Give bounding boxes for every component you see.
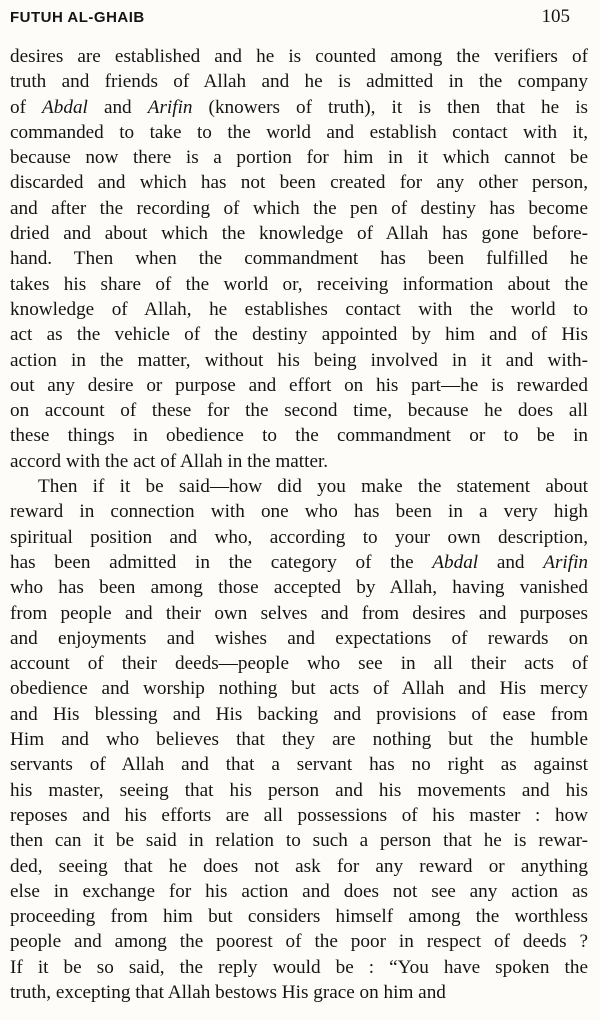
text-line: then can it be said in relation to such a person that he is rewar- <box>10 830 588 852</box>
text-line: because now there is a portion for him in it which cannot be <box>10 147 588 169</box>
text-line: his master, seeing that his person and his movements and his <box>10 779 588 801</box>
text-line: on account of these for the second time, because he does all <box>10 400 588 422</box>
text-line: truth and friends of Allah and he is admitted in the company <box>10 71 588 93</box>
text-line: obedience and worship nothing but acts of Allah and His mercy <box>10 678 588 700</box>
text-line: knowledge of Allah, he establishes contact with the world to <box>10 298 588 320</box>
text-line: commanded to take to the world and establish contact with it, <box>10 121 588 143</box>
italic-term: Arifin <box>147 96 193 118</box>
page-number: 105 <box>541 6 570 27</box>
paragraph <box>10 474 588 1005</box>
text-line: from people and their own selves and from desires and purposes <box>10 602 588 624</box>
text-line: proceeding from him but considers himself among the worthless <box>10 906 588 928</box>
text-line: out any desire or purpose and effort on his part—he is rewarded <box>10 374 588 396</box>
running-head <box>10 6 588 44</box>
text-line: else in exchange for his action and does not see any action as <box>10 880 588 902</box>
text-line: who has been among those accepted by Allah, having vanished <box>10 577 588 599</box>
book-title: FUTUH AL-GHAIB <box>10 9 145 26</box>
text-line: accord with the act of Allah in the matter. <box>10 450 329 472</box>
text-line: and His blessing and His backing and provisions of ease from <box>10 703 588 725</box>
text-line: takes his share of the world or, receiving information about the <box>10 273 588 295</box>
text-line: reward in connection with one who has been in a very high <box>10 501 588 523</box>
italic-term: Abdal <box>432 551 479 573</box>
text-line: ded, seeing that he does not ask for any reward or anything <box>10 855 588 877</box>
italic-term: Arifin <box>543 551 588 573</box>
text-line: act as the vehicle of the destiny appointed by him and of His <box>10 324 588 346</box>
text-line: dried and about which the knowledge of Allah has gone before- <box>10 223 588 245</box>
text-line: spiritual position and who, according to your own description, <box>10 526 588 548</box>
text-line: servants of Allah and that a servant has no right as against <box>10 754 588 776</box>
text-line: If it be so said, the reply would be : “You have spoken the <box>10 956 588 978</box>
text-line: account of their deeds—people who see in all their acts of <box>10 653 588 675</box>
paragraph <box>10 44 588 474</box>
text-line: Then if it be said—how did you make the statement about <box>38 476 588 498</box>
text-line: these things in obedience to the commandment or to be in <box>10 425 588 447</box>
text-line: Him and who believes that they are nothing but the humble <box>10 729 588 751</box>
text-line: hand. Then when the commandment has been fulfilled he <box>10 248 588 270</box>
text-line: people and among the poorest of the poor in respect of deeds ? <box>10 931 588 953</box>
text-line: has been admitted in the category of the Abdal and Arifin <box>10 551 588 573</box>
text-line: truth, excepting that Allah bestows His grace on him and <box>10 981 446 1003</box>
text-line: action in the matter, without his being involved in it and with- <box>10 349 588 371</box>
text-line: of Abdal and Arifin (knowers of truth), it is then that he is <box>10 96 588 118</box>
body-text <box>10 44 588 1005</box>
italic-term: Abdal <box>42 96 88 118</box>
text-line: reposes and his efforts are all possessions of his master : how <box>10 804 588 826</box>
text-line: desires are established and he is counted among the verifiers of <box>10 46 588 67</box>
text-line: discarded and which has not been created for any other person, <box>10 172 588 194</box>
text-line: and enjoyments and wishes and expectations of rewards on <box>10 627 588 649</box>
text-line: and after the recording of which the pen of destiny has become <box>10 197 588 219</box>
